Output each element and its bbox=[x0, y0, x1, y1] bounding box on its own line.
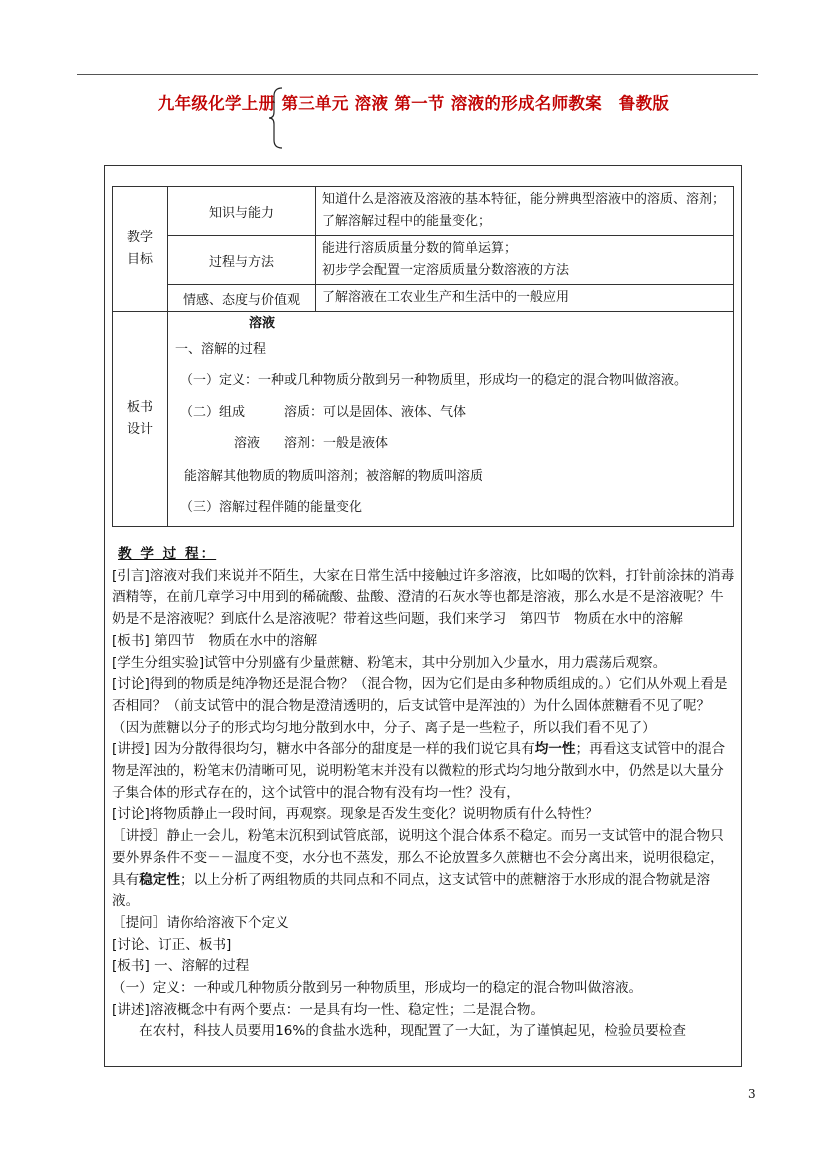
board-label bbox=[113, 312, 168, 527]
objective-content: 知道什么是溶液及溶液的基本特征，能分辨典型溶液中的溶质、溶剂；了解溶解过程中的能量变化； bbox=[316, 187, 734, 236]
process-paragraph: [板书] 一、溶解的过程 bbox=[112, 958, 250, 975]
text-segment: [讲授] 因为分散得很均匀，糖水中各部分的甜度是一样的我们说它具有 bbox=[112, 741, 535, 758]
objective-category: 情感、态度与价值观 bbox=[168, 285, 316, 312]
lesson-plan-table bbox=[112, 186, 734, 527]
bold-term: 稳定性 bbox=[139, 871, 180, 888]
process-paragraph bbox=[112, 739, 736, 804]
board-heading: 溶液 bbox=[249, 316, 276, 331]
document-title: 九年级化学上册 第三单元 溶液 第一节 溶液的形成名师教案 鲁教版 bbox=[157, 94, 670, 113]
brace-icon bbox=[268, 86, 284, 150]
board-solute: 溶质：可以是固体、液体、气体 bbox=[284, 405, 467, 420]
process-paragraph: [学生分组实验]试管中分别盛有少量蔗糖、粉笔末，其中分别加入少量水，用力震荡后观察。 bbox=[112, 654, 667, 671]
board-line: （一）定义：一种或几种物质分散到另一种物质里，形成均一的稳定的混合物叫做溶液。 bbox=[180, 373, 688, 388]
board-line: 一、溶解的过程 bbox=[175, 342, 267, 357]
board-line: 能溶解其他物质的物质叫溶剂；被溶解的物质叫溶质 bbox=[184, 469, 484, 484]
text-segment: ［讲授］静止一会儿，粉笔末沉积到试管底部，说明这个混合体系不稳定。而另一支试管中的混合物只要外界条件不变－－温度不变，水分也不蒸发，那么不论放置多久蔗糖也不会分离出来，说明很稳定，具有 bbox=[112, 828, 724, 888]
process-paragraph: [引言]溶液对我们来说并不陌生，大家在日常生活中接触过许多溶液，比如喝的饮料，打针前涂抹的消毒酒精等，在前几章学习中用到的稀硫酸、盐酸、澄清的石灰水等也都是溶液，那么水是不是溶液呢？牛奶是不是溶液呢？到底什么是溶液呢？带着这些问题，我们来学习 第四节 物质在水中的溶解 bbox=[112, 567, 735, 628]
objective-category: 过程与方法 bbox=[168, 236, 316, 285]
page-number: 3 bbox=[748, 1087, 756, 1101]
text-segment: ；以上分析了两组物质的共同点和不同点，这支试管中的蔗糖溶于水形成的混合物就是溶液。 bbox=[112, 871, 711, 910]
process-paragraph: （一）定义：一种或几种物质分散到另一种物质里，形成均一的稳定的混合物叫做溶液。 bbox=[112, 980, 643, 997]
board-solution: 溶液 bbox=[234, 436, 261, 451]
board-design-content bbox=[168, 312, 734, 527]
objective-content: 能进行溶质质量分数的简单运算； 初步学会配置一定溶质质量分数溶液的方法 bbox=[316, 236, 734, 285]
objective-category: 知识与能力 bbox=[168, 187, 316, 236]
process-paragraph: [讲述]溶液概念中有两个要点：一是具有均一性、稳定性；二是混合物。 bbox=[112, 1001, 545, 1018]
objectives-label bbox=[113, 187, 168, 312]
process-paragraph: ［提问］请你给溶液下个定义 bbox=[112, 914, 289, 931]
objectives-label-text: 教学 目标 bbox=[126, 230, 153, 267]
process-paragraph: [讨论、订正、板书] bbox=[112, 936, 232, 953]
process-paragraph: [讨论]得到的物质是纯净物还是混合物？（混合物，因为它们是由多种物质组成的。）它们从外观上看是否相同？（前支试管中的混合物是澄清透明的，后支试管中是浑浊的）为什么固体蔗糖看不见了呢？（因为蔗糖以分子的形式均匀地分散到水中，分子、离子是一些粒子，所以我们看不见了） bbox=[112, 676, 728, 736]
text-segment: ；再看这支试管中的混合物是浑浊的，粉笔末仍清晰可见，说明粉笔末并没有以微粒的形式均匀地分散到水中，仍然是以大量分子集合体的形式存在的，这个试管中的混合物有没有均一性？没有， bbox=[112, 741, 726, 801]
board-label-text: 板书 设计 bbox=[126, 400, 153, 437]
header-rule bbox=[77, 74, 758, 75]
board-composition-label: （二）组成 bbox=[180, 405, 246, 420]
process-paragraph: 在农村，科技人员要用16%的食盐水选种，现配置了一大缸，为了谨慎起见，检验员要检查 bbox=[112, 1023, 686, 1040]
process-paragraph bbox=[112, 826, 736, 913]
process-paragraph: [讨论]将物质静止一段时间，再观察。现象是否发生变化？说明物质有什么特性？ bbox=[112, 806, 599, 823]
process-paragraph: [板书] 第四节 物质在水中的溶解 bbox=[112, 632, 318, 649]
objective-content: 了解溶液在工农业生产和生活中的一般应用 bbox=[316, 285, 734, 312]
board-line: （三）溶解过程伴随的能量变化 bbox=[180, 500, 363, 515]
process-heading: 教 学 过 程： bbox=[118, 546, 217, 562]
board-solvent: 溶剂：一般是液体 bbox=[284, 436, 389, 451]
bold-term: 均一性 bbox=[534, 741, 576, 758]
teaching-process bbox=[112, 544, 736, 1043]
